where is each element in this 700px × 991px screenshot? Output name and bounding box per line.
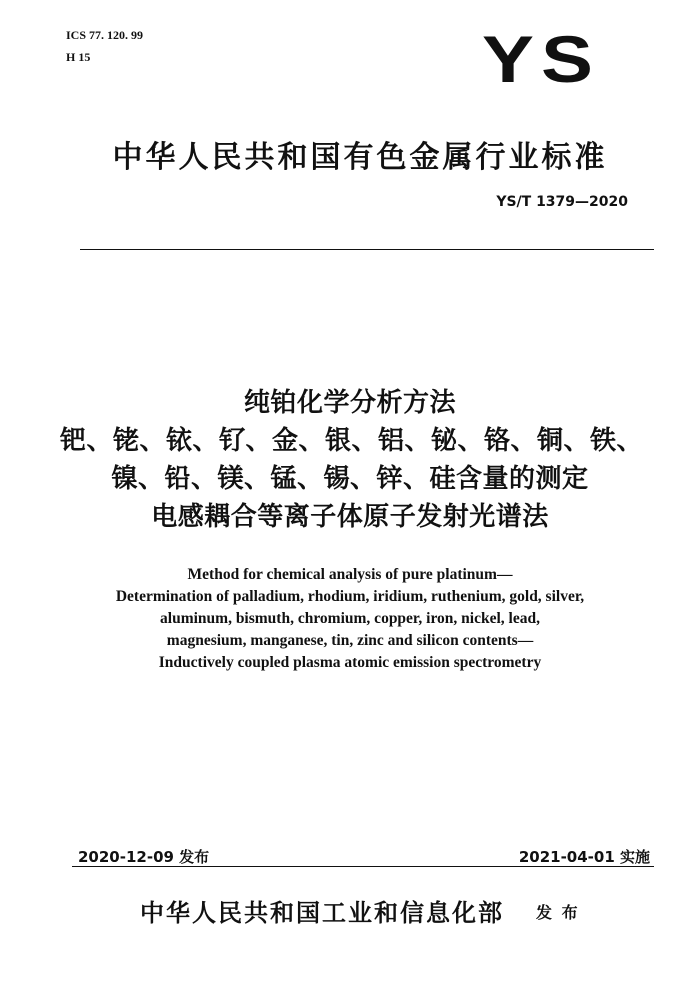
english-title-line: Determination of palladium, rhodium, iridium, ruthenium, gold, silver, [115, 588, 585, 605]
implementation-date: 2021-04-01 实施 [518, 848, 650, 866]
classification-code: H 15 [66, 50, 91, 64]
top-divider [80, 249, 654, 250]
chinese-title [60, 384, 644, 536]
ics-code: ICS 77. 120. 99 [66, 28, 144, 42]
standard-title: 中华人民共和国有色金属行业标准 [112, 140, 608, 175]
english-title-line: magnesium, manganese, tin, zinc and silicon contents— [166, 632, 534, 649]
bottom-divider [72, 866, 654, 867]
english-title-line: Method for chemical analysis of pure platinum— [187, 566, 513, 583]
chinese-title-line: 镍、铅、镁、锰、锡、锌、硅含量的测定 [111, 464, 589, 494]
english-title [40, 564, 660, 674]
english-title-line: Inductively coupled plasma atomic emission spectrometry [158, 654, 542, 671]
chinese-title-line: 电感耦合等离子体原子发射光谱法 [151, 502, 549, 532]
ys-logo: YS [482, 22, 601, 96]
issue-date: 2020-12-09 发布 [78, 848, 210, 866]
chinese-title-line: 钯、铑、铱、钌、金、银、铝、铋、铬、铜、铁、 [60, 426, 644, 456]
issuing-authority: 中华人民共和国工业和信息化部 [140, 899, 504, 927]
english-title-line: aluminum, bismuth, chromium, copper, iron, nickel, lead, [160, 610, 540, 627]
publish-label: 发 布 [536, 903, 580, 922]
standard-number: YS/T 1379—2020 [496, 194, 628, 210]
chinese-title-line: 纯铂化学分析方法 [243, 388, 456, 418]
